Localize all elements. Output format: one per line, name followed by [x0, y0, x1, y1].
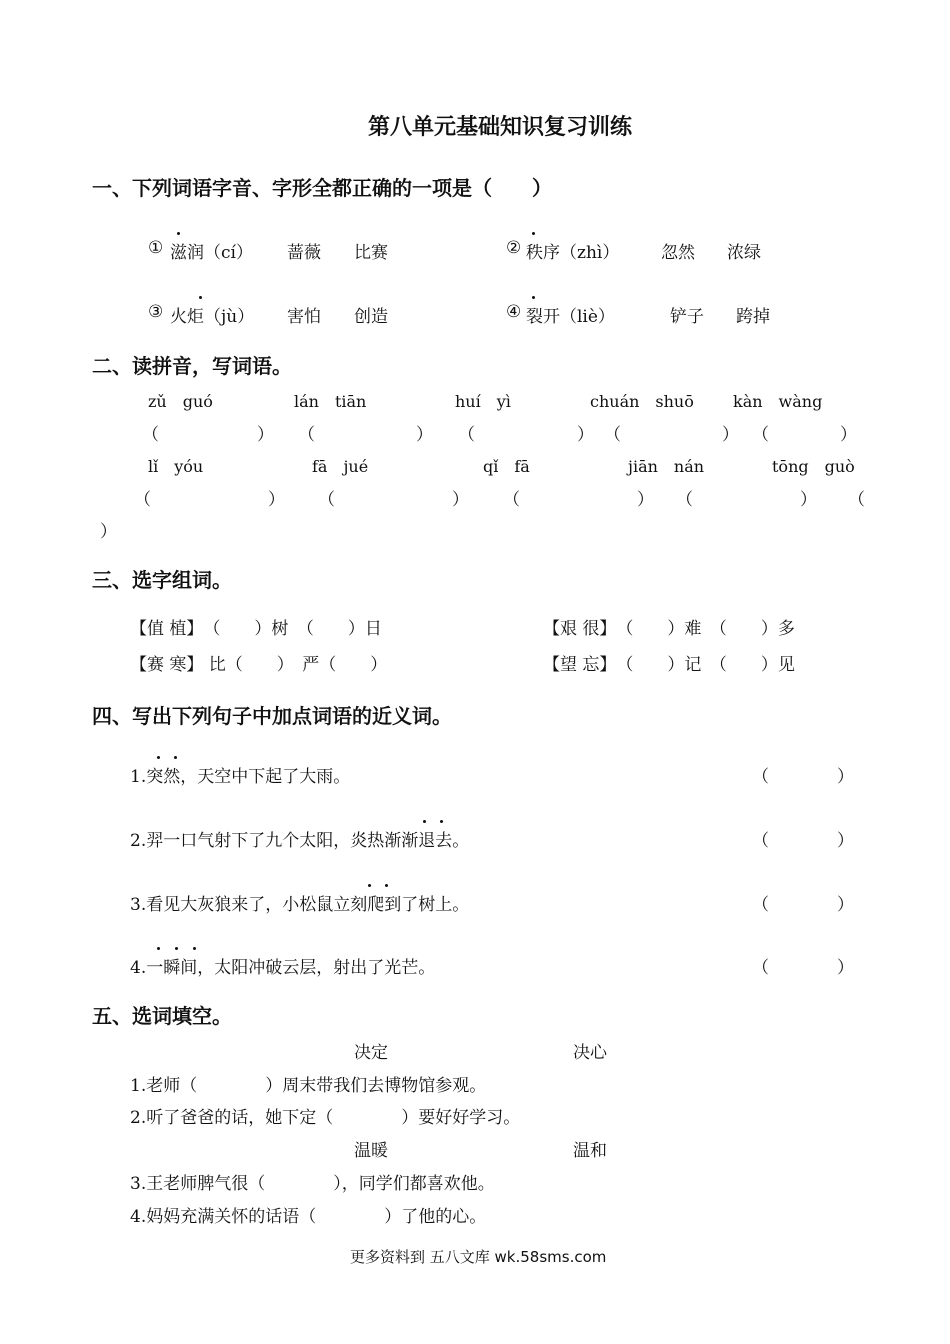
choose-char-item-3: 【赛 寒】 比（ ） 严（ ） — [130, 655, 388, 675]
option-2-word-2: 忽然 — [661, 243, 695, 263]
answer-blank-close: ） — [637, 490, 654, 510]
answer-blank-open[interactable]: （ — [848, 490, 865, 510]
answer-blank-open[interactable]: （ — [298, 425, 315, 445]
footer-text: 更多资料到 五八文库 wk.58sms.com — [350, 1248, 607, 1266]
synonym-answer-blank-2[interactable]: （ ） — [752, 831, 854, 851]
answer-blank-close: ） — [268, 490, 285, 510]
page-title: 第八单元基础知识复习训练 — [368, 115, 633, 140]
synonym-sentence-1: 1.突然，天空中下起了大雨。 — [130, 767, 351, 787]
word-choice-1a: 决定 — [354, 1043, 388, 1063]
pinyin-item: kàn wàng — [733, 392, 823, 411]
answer-blank-close: ） — [722, 425, 739, 445]
emphasis-dot — [157, 947, 160, 950]
pinyin-item: jiān nán — [628, 457, 705, 476]
option-1-word-2: 蔷薇 — [287, 243, 321, 263]
synonym-answer-blank-1[interactable]: （ ） — [752, 767, 854, 787]
option-1-word-3: 比赛 — [354, 243, 388, 263]
option-3-number: ③ — [148, 302, 164, 322]
answer-blank-close: ） — [416, 425, 433, 445]
option-4-word: 裂开（liè） — [526, 307, 615, 327]
pinyin-item: tōng guò — [772, 457, 855, 476]
option-4-word-3: 跨掉 — [736, 307, 770, 327]
emphasis-dot — [385, 884, 388, 887]
answer-blank-close: ） — [840, 425, 857, 445]
option-2-word-3: 浓绿 — [727, 243, 761, 263]
synonym-answer-blank-4[interactable]: （ ） — [752, 958, 854, 978]
section-1-heading: 一、下列词语字音、字形全都正确的一项是（ ） — [92, 176, 552, 200]
answer-blank-open[interactable]: （ — [318, 490, 335, 510]
synonym-answer-blank-3[interactable]: （ ） — [752, 895, 854, 915]
answer-blank-open[interactable]: （ — [604, 425, 621, 445]
emphasis-dot — [175, 947, 178, 950]
option-1-number: ① — [148, 238, 164, 258]
pinyin-item: chuán shuō — [590, 392, 694, 411]
section-3-heading: 三、选字组词。 — [92, 568, 232, 592]
option-4-number: ④ — [506, 302, 522, 322]
choose-char-item-1: 【值 植】 （ ）树 （ ）日 — [130, 619, 382, 639]
option-2-number: ② — [506, 238, 522, 258]
emphasis-dot — [368, 884, 371, 887]
word-choice-2b: 温和 — [573, 1141, 607, 1161]
emphasis-dot — [532, 296, 535, 299]
answer-blank-open[interactable]: （ — [752, 425, 769, 445]
option-3-word: 火炬（jù） — [170, 307, 255, 327]
emphasis-dot — [440, 820, 443, 823]
option-2-word: 秩序（zhì） — [526, 243, 620, 263]
answer-blank-close: ） — [100, 522, 117, 542]
choose-char-item-4: 【望 忘】 （ ）记 （ ）见 — [543, 655, 795, 675]
answer-blank-open[interactable]: （ — [142, 425, 159, 445]
answer-blank-close: ） — [257, 425, 274, 445]
synonym-sentence-3: 3.看见大灰狼来了，小松鼠立刻爬到了树上。 — [130, 895, 470, 915]
pinyin-item: zǔ guó — [148, 392, 213, 411]
choose-char-item-2: 【艰 很】 （ ）难 （ ）多 — [543, 619, 795, 639]
emphasis-dot — [177, 232, 180, 235]
emphasis-dot — [193, 947, 196, 950]
option-1-word: 滋润（cí） — [170, 243, 253, 263]
answer-blank-open[interactable]: （ — [134, 490, 151, 510]
answer-blank-close: ） — [800, 490, 817, 510]
fill-sentence-2: 2.听了爸爸的话，她下定（ ）要好好学习。 — [130, 1108, 521, 1128]
word-choice-2a: 温暖 — [354, 1141, 388, 1161]
emphasis-dot — [199, 296, 202, 299]
option-4-word-2: 铲子 — [670, 307, 704, 327]
fill-sentence-4: 4.妈妈充满关怀的话语（ ）了他的心。 — [130, 1207, 487, 1227]
word-choice-1b: 决心 — [573, 1043, 607, 1063]
pinyin-item: qǐ fā — [483, 457, 530, 476]
answer-blank-close: ） — [577, 425, 594, 445]
section-4-heading: 四、写出下列句子中加点词语的近义词。 — [92, 704, 452, 728]
pinyin-item: fā jué — [312, 457, 369, 476]
pinyin-item: lán tiān — [294, 392, 367, 411]
option-3-word-3: 创造 — [354, 307, 388, 327]
emphasis-dot — [423, 820, 426, 823]
fill-sentence-1: 1.老师（ ）周末带我们去博物馆参观。 — [130, 1076, 487, 1096]
answer-blank-open[interactable]: （ — [458, 425, 475, 445]
pinyin-item: lǐ yóu — [148, 457, 204, 476]
answer-blank-close: ） — [452, 490, 469, 510]
section-5-heading: 五、选词填空。 — [92, 1004, 232, 1028]
synonym-sentence-4: 4.一瞬间，太阳冲破云层，射出了光芒。 — [130, 958, 436, 978]
fill-sentence-3: 3.王老师脾气很（ ），同学们都喜欢他。 — [130, 1174, 495, 1194]
emphasis-dot — [174, 756, 177, 759]
synonym-sentence-2: 2.羿一口气射下了九个太阳，炎热渐渐退去。 — [130, 831, 470, 851]
emphasis-dot — [532, 232, 535, 235]
answer-blank-open[interactable]: （ — [676, 490, 693, 510]
option-3-word-2: 害怕 — [287, 307, 321, 327]
section-2-heading: 二、读拼音，写词语。 — [92, 354, 292, 378]
emphasis-dot — [157, 756, 160, 759]
answer-blank-open[interactable]: （ — [503, 490, 520, 510]
pinyin-item: huí yì — [455, 392, 511, 411]
